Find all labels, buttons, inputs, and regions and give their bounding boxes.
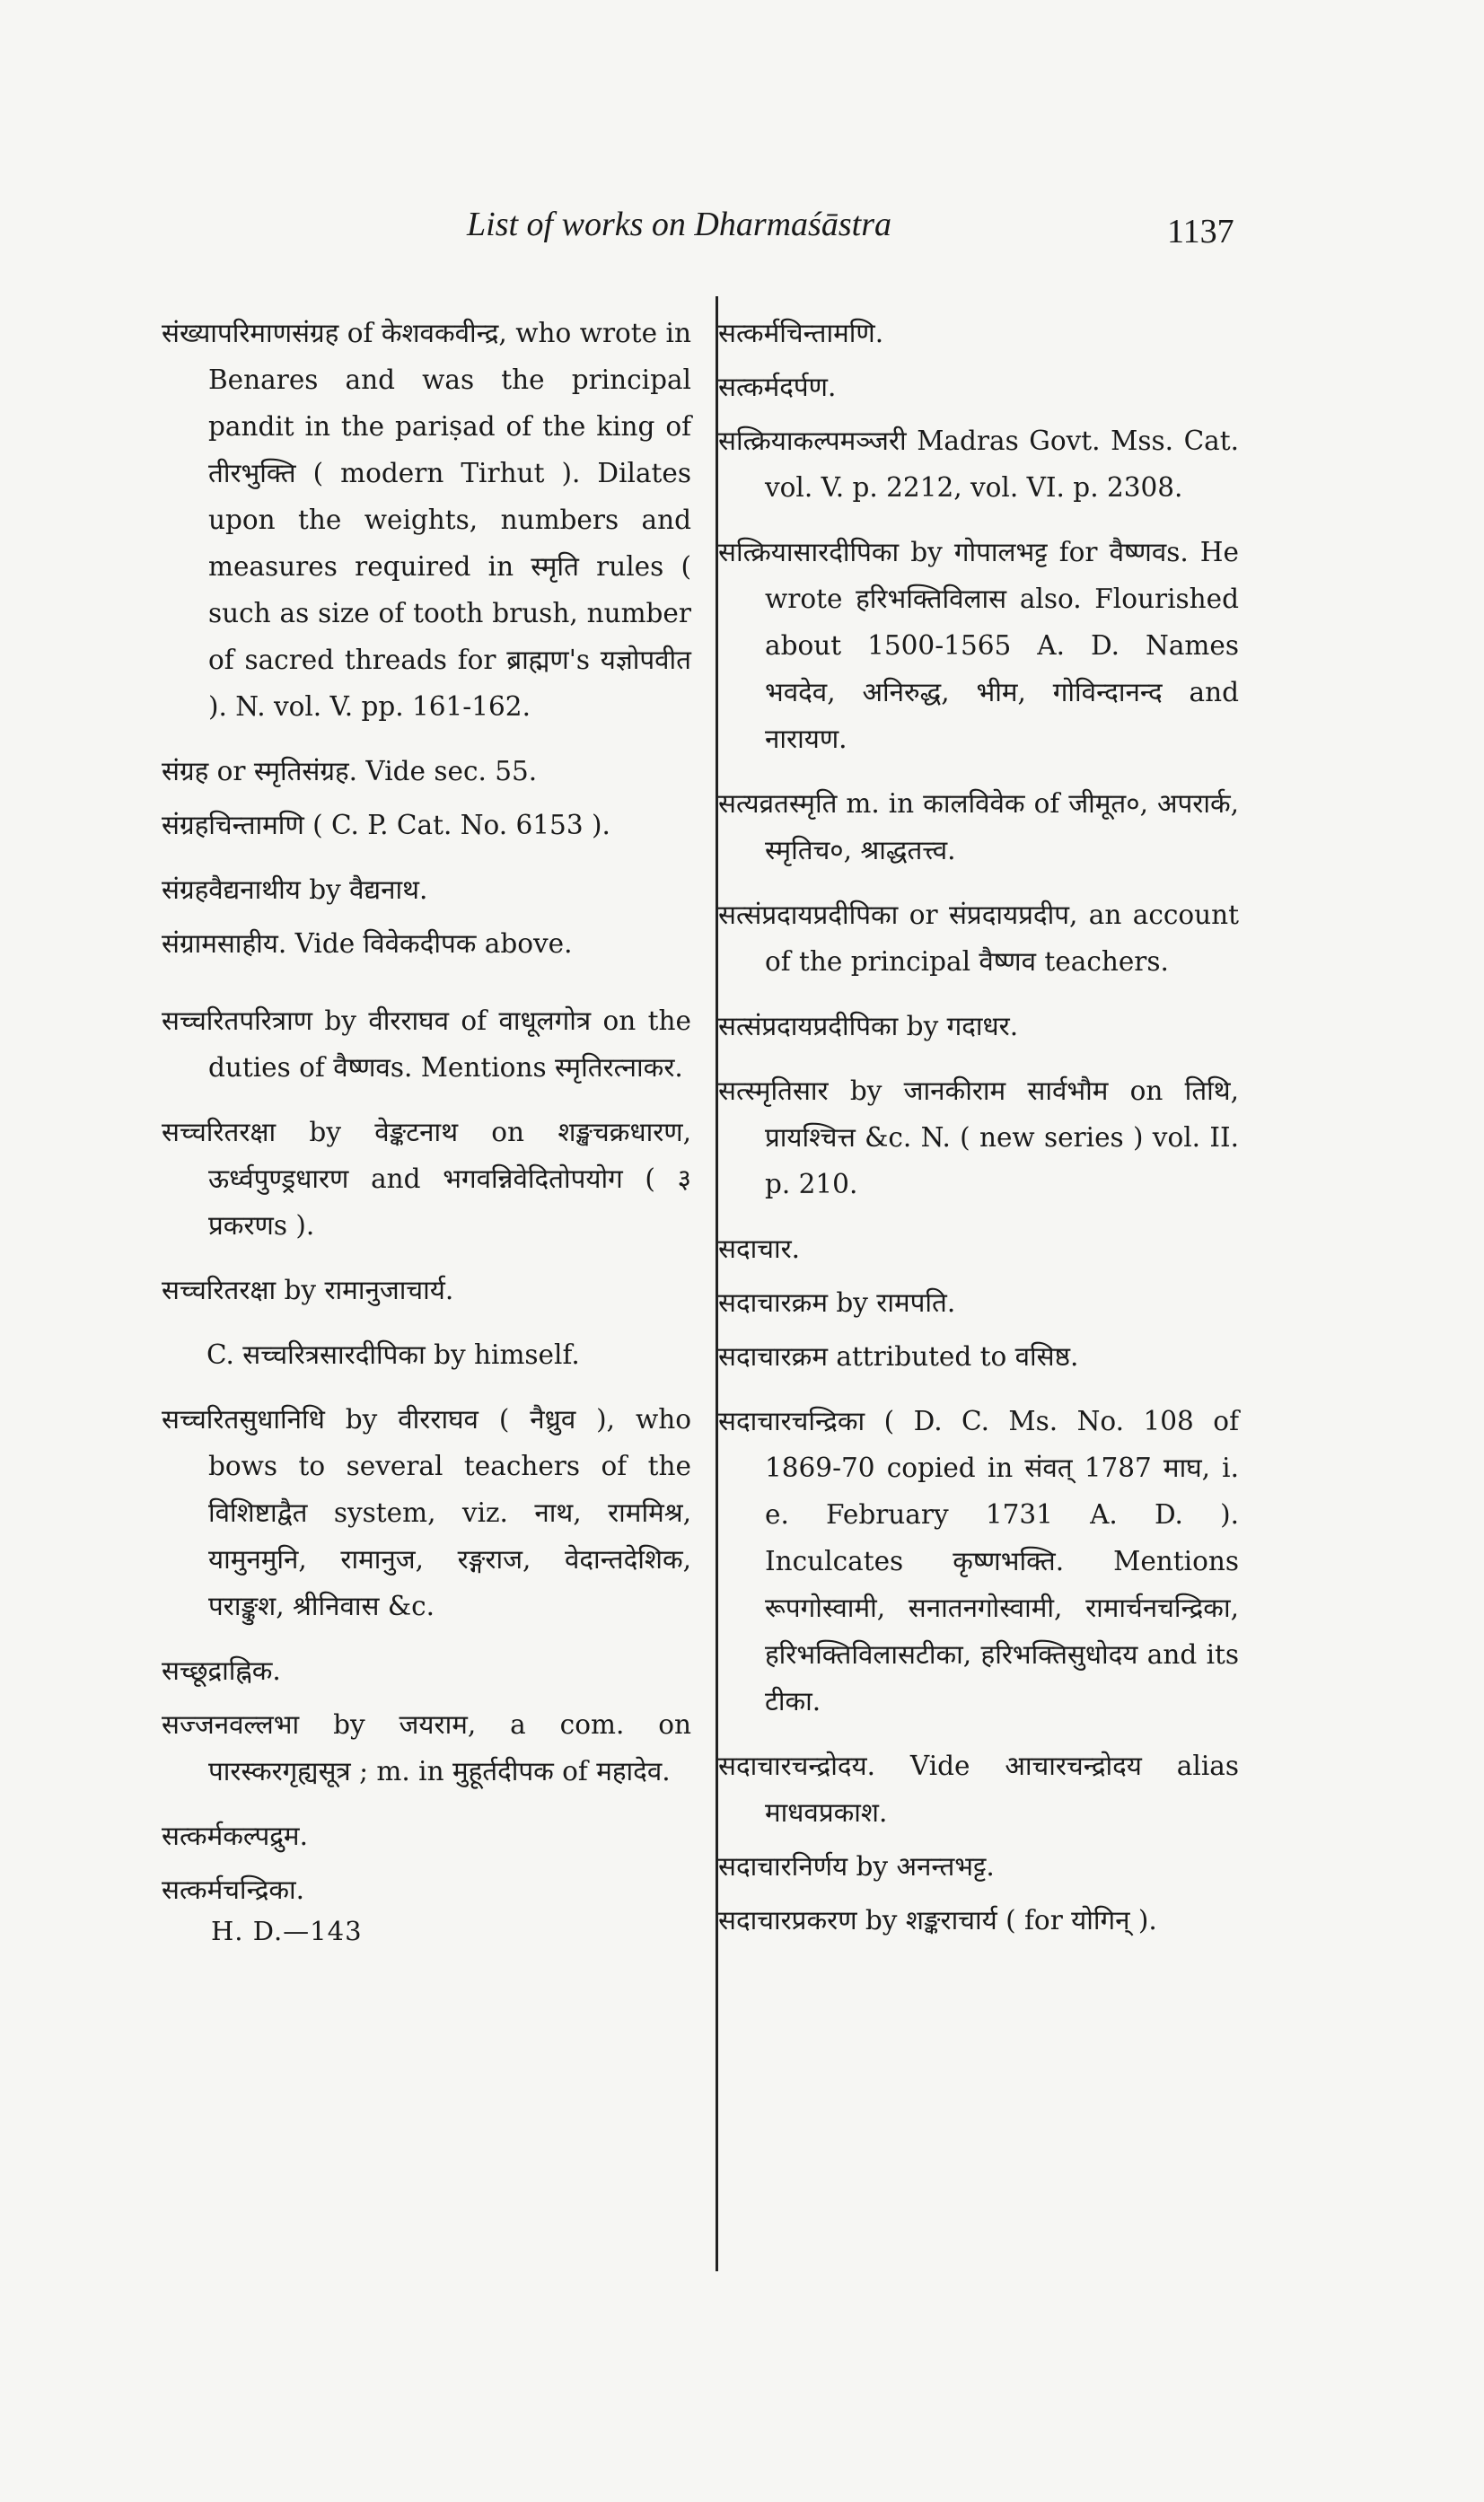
entry-sadacarakrama-ramapati: सदाचारक्रम by रामपति. (718, 1287, 956, 1318)
entry-sangramasahiya: संग्रामसाहीय. Vide विवेकदीपक above. (162, 928, 573, 959)
entry-satsampradayapradipika-gadadhara: सत्संप्रदायप्रदीपिका by गदाधर. (718, 1011, 1019, 1041)
entry-sadacaranirnaya: सदाचारनिर्णय by अनन्तभट्ट. (718, 1851, 995, 1882)
entry-saccaritasudhanidhi: सच्चरितसुधानिधि by वीरराघव ( नैध्रुव ), who bows to several teachers of the विशिष्टाद्वैत system, viz. नाथ, राममिश्र, यामुनमुनि, रामानुज, रङ्गराज, वेदान्तदेशिक, पराङ्कुश, श्रीनिवास &c. (162, 1404, 691, 1621)
page-header-title: List of works on Dharmaśāstra (467, 206, 891, 243)
entry-sadacaracandrodaya: सदाचारचन्द्रोदय. Vide आचारचन्द्रोदय alias माधवप्रकाश. (718, 1751, 1239, 1828)
entry-satsampradayapradipika: सत्संप्रदायप्रदीपिका or संप्रदायप्रदीप, an account of the principal वैष्णव teachers. (718, 900, 1239, 977)
entry-sangrahacintamani: संग्रहचिन्तामणि ( C. P. Cat. No. 6153 ). (162, 810, 610, 840)
entry-satyavratasmriti: सत्यव्रतस्मृति m. in कालविवेक of जीमूत०, अपरार्क, स्मृतिच०, श्राद्धतत्त्व. (718, 788, 1239, 865)
entry-sangrahavaidyanathiya: संग्रहवैद्यनाथीय by वैद्यनाथ. (162, 874, 428, 905)
entry-satkriyakalpamanjari: सत्क्रियाकल्पमञ्जरी Madras Govt. Mss. Cat. vol. V. p. 2212, vol. VI. p. 2308. (718, 426, 1239, 503)
entry-sankhyaparimanasangraha: संख्यापरिमाणसंग्रह of केशवकवीन्द्र, who wrote in Benares and was the principal pandit in the pariṣad of the king of तीरभुक्ति ( modern Tirhut ). Dilates upon the weights, numbers and measures required in स्मृति rules ( such as size of tooth brush, number of sacred threads for ब्राह्मण's यज्ञोपवीत ). N. vol. V. pp. 161-162. (162, 318, 691, 722)
entry-satsmritisara: सत्स्मृतिसार by जानकीराम सार्वभौम on तिथि, प्रायश्चित्त &c. N. ( new series ) vol. II. p. 210. (718, 1075, 1239, 1199)
entry-satkarmakalpadruma: सत्कर्मकल्पद्रुम. (162, 1821, 308, 1851)
entry-saccaritrasaradipika: C. सच्चरित्रसारदीपिका by himself. (206, 1339, 580, 1370)
entry-satkarmacandrika: सत्कर्मचन्द्रिका. (162, 1874, 305, 1905)
entry-sangraha: संग्रह or स्मृतिसंग्रह. Vide sec. 55. (162, 756, 538, 786)
entry-saccaritaraksha-ramanuja: सच्चरितरक्षा by रामानुजाचार्य. (162, 1275, 454, 1305)
entry-sadacaracandrika: सदाचारचन्द्रिका ( D. C. Ms. No. 108 of 1869-70 copied in संवत् 1787 माघ, i. e. February 1731 A. D. ). Inculcates कृष्णभक्ति. Mentions रूपगोस्वामी, सनातनगोस्वामी, रामार्चनचन्द्रिका, हरिभक्तिविलासटीका, हरिभक्तिसुधोदय and its टीका. (718, 1406, 1239, 1716)
entry-satkarmadarpana: सत्कर्मदर्पण. (718, 372, 837, 402)
signature-mark: H. D.—143 (211, 1916, 363, 1946)
right-column (718, 310, 1239, 1962)
entry-sajjanavallabha: सज्जनवल्लभा by जयराम, a com. on पारस्करगृह्यसूत्र ; m. in मुहूर्तदीपक of महादेव. (162, 1709, 691, 1787)
page-number: 1137 (1167, 213, 1234, 250)
entry-satkriyasaradipika: सत्क्रियासारदीपिका by गोपालभट्ट for वैष्णवs. He wrote हरिभक्तिविलास also. Flourished about 1500-1565 A. D. Names भवदेव, अनिरुद्ध, भीम, गोविन्दानन्द and नारायण. (718, 537, 1239, 754)
entry-sadacarakrama-vasishtha: सदाचारक्रम attributed to वसिष्ठ. (718, 1341, 1079, 1372)
entry-sacchudrahnika: सच्छूद्राह्निक. (162, 1655, 281, 1686)
entry-sadacaraprakarana: सदाचारप्रकरण by शङ्कराचार्य ( for योगिन् ). (718, 1905, 1157, 1936)
entry-saccaritaparitrana: सच्चरितपरित्राण by वीरराघव of वाधूलगोत्र on the duties of वैष्णवs. Mentions स्मृतिरत्नाकर. (162, 1005, 691, 1083)
entry-saccaritaraksha-venkatanatha: सच्चरितरक्षा by वेङ्कटनाथ on शङ्खचक्रधारण, ऊर्ध्वपुण्ड्रधारण and भगवन्निवेदितोपयोग ( ३ प्रकरणs ). (162, 1117, 691, 1241)
entry-sadacara: सदाचार. (718, 1233, 801, 1264)
left-column (162, 310, 691, 1949)
entry-satkarmacintamani: सत्कर्मचिन्तामणि. (718, 318, 884, 348)
